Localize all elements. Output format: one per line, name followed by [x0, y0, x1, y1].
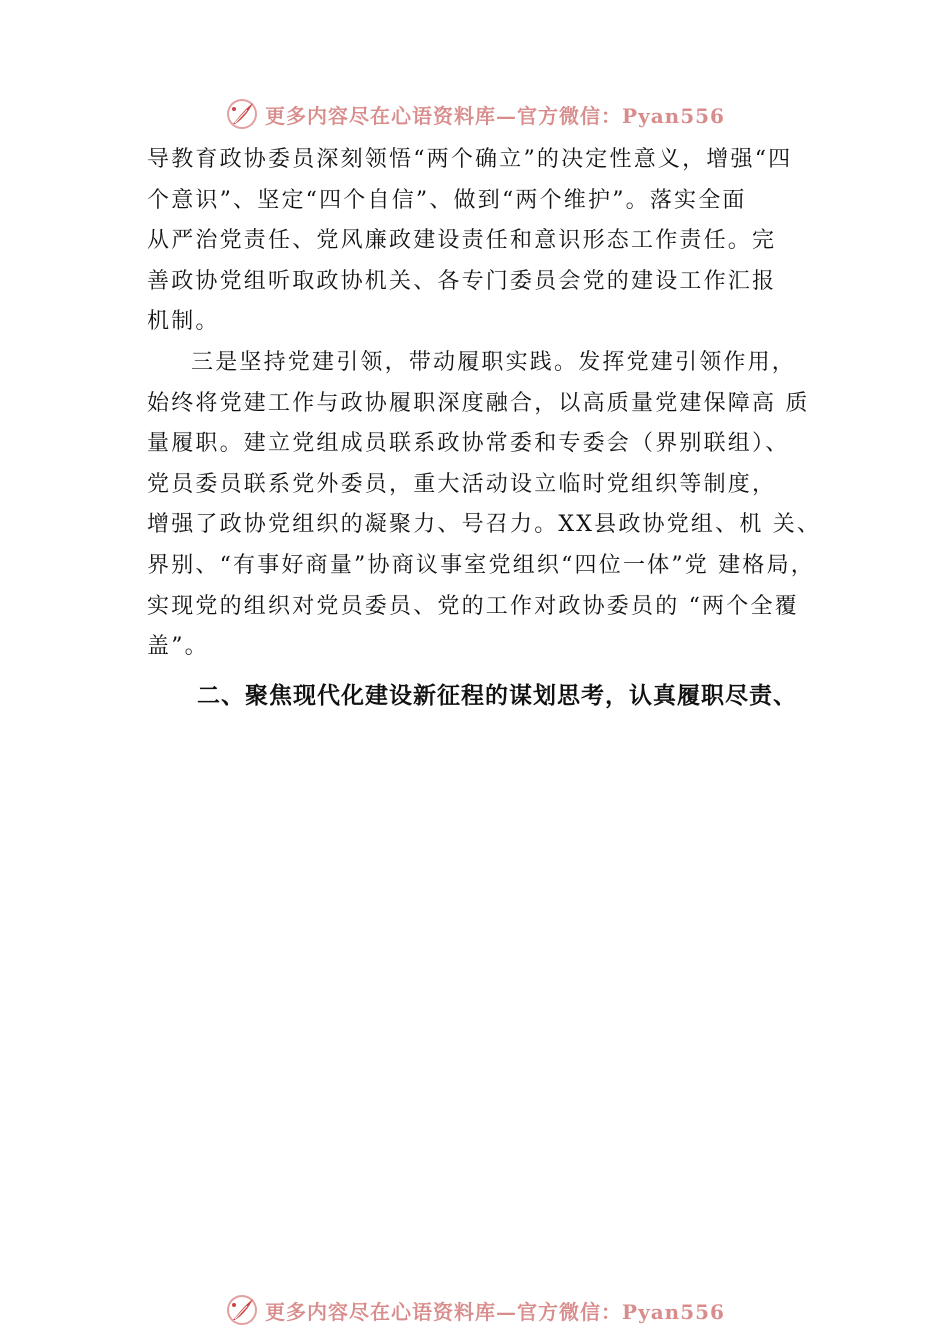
text-line: 机制。 — [147, 309, 220, 335]
text-line: 个意识”、坚定“四个自信”、做到“两个维护”。落实全面 — [147, 187, 747, 213]
document-body — [147, 140, 847, 718]
paragraph — [147, 343, 847, 668]
text-line: 盖”。 — [147, 634, 209, 660]
text-line: 从严治党责任、党风廉政建设责任和意识形态工作责任。完 — [147, 228, 777, 254]
text-line: 增强了政协党组织的凝聚力、号召力。XX县政协党组、机 关、 — [147, 512, 822, 538]
text-line: 界别、“有事好商量”协商议事室党组织“四位一体”党 建格局， — [147, 552, 815, 578]
banner-text: 更多内容尽在心语资料库—官方微信：Pyan556 — [265, 1299, 725, 1324]
text-line: 党员委员联系党外委员，重大活动设立临时党组织等制度， — [147, 471, 777, 497]
text-line: 善政协党组听取政协机关、各专门委员会党的建设工作汇报 — [147, 268, 777, 294]
text-line: 量履职。建立党组成员联系政协常委和专委会（界别联组）、 — [147, 431, 790, 457]
footer-watermark-banner — [0, 1288, 950, 1332]
feather-pen-logo-icon — [225, 97, 259, 131]
banner-text: 更多内容尽在心语资料库—官方微信：Pyan556 — [265, 103, 725, 128]
text-line: 三是坚持党建引领，带动履职实践。发挥党建引领作用， — [191, 349, 797, 375]
text-line: 始终将党建工作与政协履职深度融合，以高质量党建保障高 质 — [147, 390, 810, 416]
section-heading: 二、聚焦现代化建设新征程的谋划思考，认真履职尽责、 — [197, 682, 797, 709]
feather-pen-logo-icon — [225, 1293, 259, 1327]
header-watermark-banner — [0, 92, 950, 136]
paragraph — [147, 140, 847, 343]
text-line: 导教育政协委员深刻领悟“两个确立”的决定性意义，增强“四 — [147, 147, 793, 172]
text-line: 实现党的组织对党员委员、党的工作对政协委员的 “两个全覆 — [147, 593, 799, 619]
